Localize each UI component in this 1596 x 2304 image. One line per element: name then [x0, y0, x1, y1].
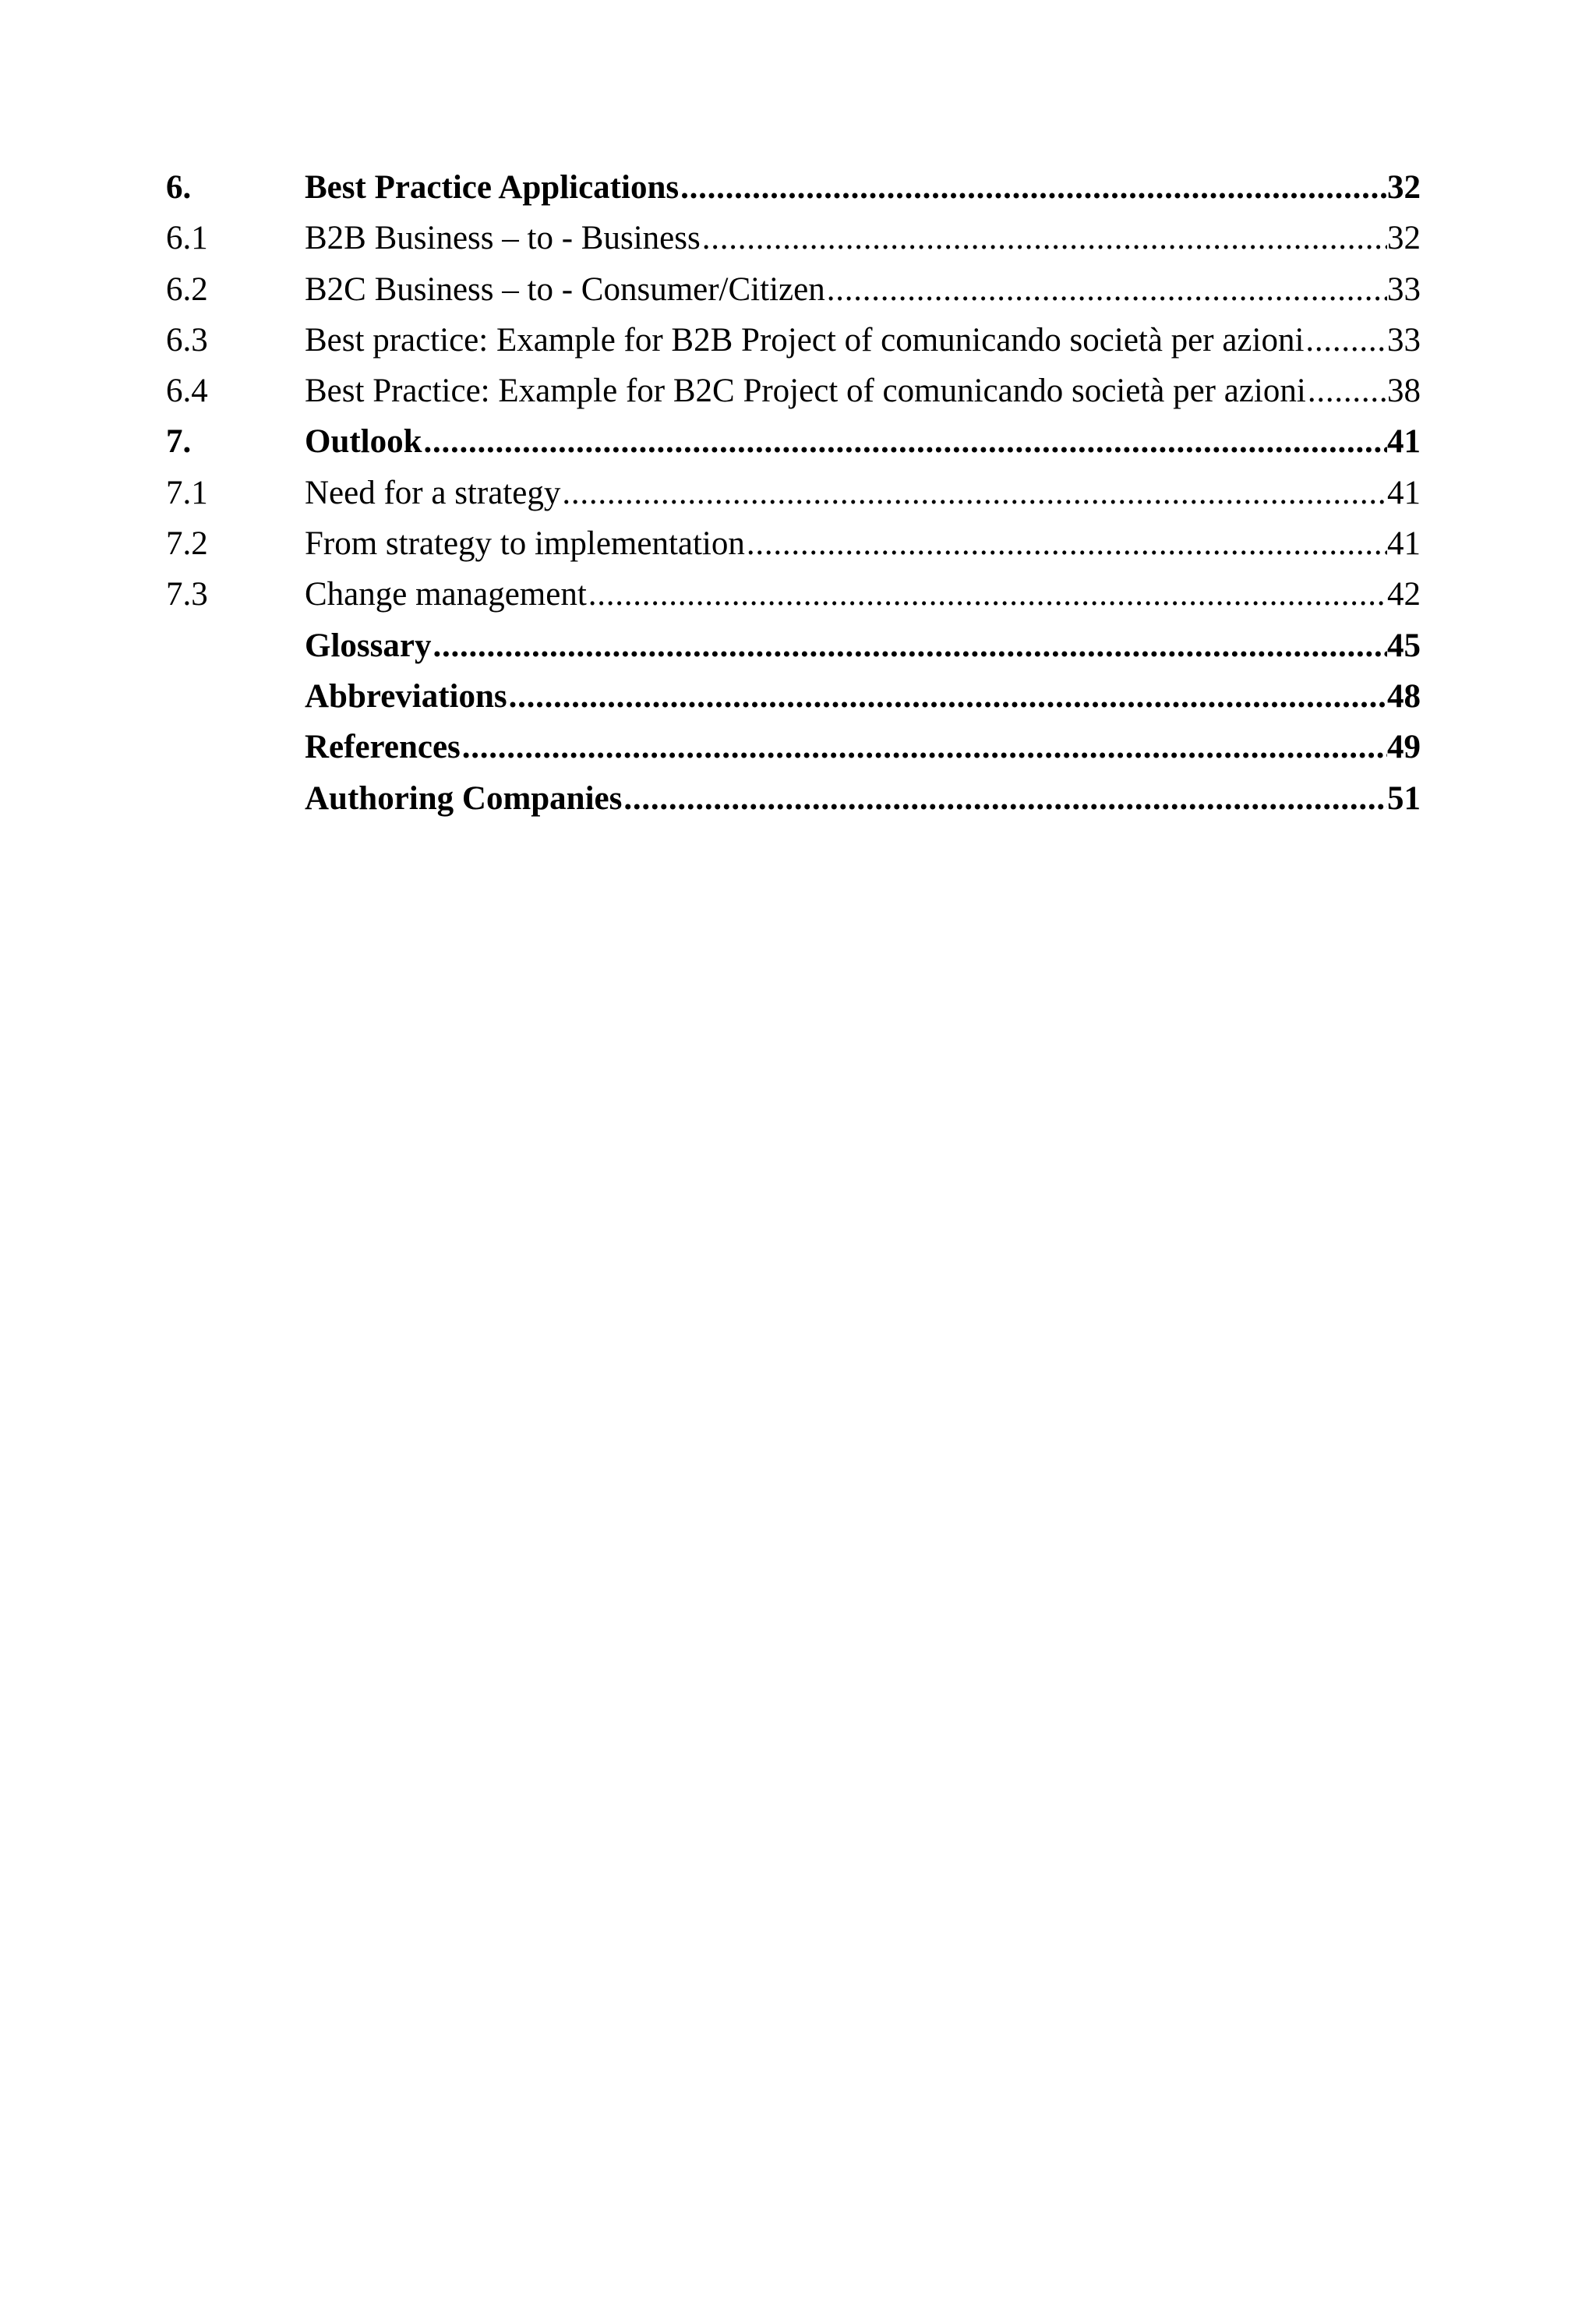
- toc-entry-page-number: 38: [1387, 373, 1421, 410]
- toc-dot-leader: [679, 168, 1387, 208]
- toc-entry-page-number: 33: [1387, 321, 1421, 359]
- toc-entry-line: [305, 727, 1421, 768]
- toc-entry-title: Glossary: [305, 627, 432, 664]
- toc-entry-title: Best Practice Applications: [305, 169, 680, 206]
- toc-entry-line: [305, 779, 1421, 819]
- toc-entry-line: [305, 524, 1421, 564]
- toc-entry-line: [305, 371, 1421, 412]
- toc-entry-page-number: 33: [1387, 270, 1421, 308]
- toc-entry[interactable]: [166, 574, 1421, 625]
- toc-entry-line: [305, 218, 1421, 259]
- toc-entry[interactable]: [166, 626, 1421, 677]
- toc-entry-title: Abbreviations: [305, 677, 507, 715]
- toc-entry-page-number: 49: [1387, 729, 1421, 766]
- toc-entry-line: [305, 320, 1421, 361]
- toc-entry-page-number: 32: [1387, 220, 1421, 257]
- toc-dot-leader: [507, 677, 1387, 717]
- toc-entry-title: B2C Business – to - Consumer/Citizen: [305, 270, 825, 308]
- toc-entry-title: Change management: [305, 576, 587, 613]
- toc-dot-leader: [431, 626, 1387, 666]
- toc-entry-title: Authoring Companies: [305, 779, 623, 817]
- toc-entry-number: 7.2: [166, 525, 208, 563]
- toc-entry-page-number: 32: [1387, 169, 1421, 206]
- toc-dot-leader: [461, 727, 1387, 768]
- toc-entry-title: Need for a strategy: [305, 474, 561, 511]
- toc-entry[interactable]: [166, 320, 1421, 371]
- toc-entry[interactable]: [166, 677, 1421, 727]
- toc-dot-leader: [701, 218, 1387, 259]
- toc-entry-number: 6.2: [166, 270, 208, 308]
- toc-entry-title: Best practice: Example for B2B Project of comunicando società per azioni: [305, 321, 1305, 359]
- toc-dot-leader: [1304, 320, 1387, 361]
- toc-entry-number: 6.3: [166, 321, 208, 359]
- toc-entry-line: [305, 677, 1421, 717]
- toc-dot-leader: [587, 574, 1387, 615]
- toc-entry-page-number: 48: [1387, 677, 1421, 715]
- toc-entry-page-number: 41: [1387, 474, 1421, 511]
- toc-entry-line: [305, 626, 1421, 666]
- toc-dot-leader: [622, 779, 1387, 819]
- toc-entry[interactable]: [166, 168, 1421, 218]
- toc-entry[interactable]: [166, 779, 1421, 829]
- toc-entry-title: B2B Business – to - Business: [305, 220, 701, 257]
- toc-dot-leader: [1306, 371, 1387, 412]
- toc-entry-title: Best Practice: Example for B2C Project of comunicando società per azioni: [305, 373, 1306, 410]
- toc-entry-title: References: [305, 729, 461, 766]
- toc-dot-leader: [745, 524, 1387, 564]
- toc-dot-leader: [560, 473, 1387, 514]
- toc-entry-number: 7.1: [166, 474, 208, 511]
- toc-entry-page-number: 41: [1387, 525, 1421, 563]
- toc-entry[interactable]: [166, 371, 1421, 422]
- toc-entry-line: [305, 168, 1421, 208]
- toc-entry-title: Outlook: [305, 423, 422, 461]
- toc-entry-line: [305, 422, 1421, 462]
- toc-entry[interactable]: [166, 727, 1421, 778]
- toc-entry-line: [305, 270, 1421, 310]
- toc-entry-title: From strategy to implementation: [305, 525, 745, 563]
- toc-entry[interactable]: [166, 270, 1421, 320]
- toc-entry-number: 6.: [166, 169, 192, 206]
- toc-entry-line: [305, 473, 1421, 514]
- toc-entry-number: 6.1: [166, 220, 208, 257]
- toc-entry-page-number: 42: [1387, 576, 1421, 613]
- toc-entry-page-number: 41: [1387, 423, 1421, 461]
- toc-entry-number: 7.3: [166, 576, 208, 613]
- toc-dot-leader: [422, 422, 1387, 462]
- table-of-contents: [166, 168, 1421, 829]
- toc-entry[interactable]: [166, 524, 1421, 574]
- toc-entry[interactable]: [166, 422, 1421, 472]
- toc-entry-number: 7.: [166, 423, 192, 461]
- toc-entry-line: [305, 574, 1421, 615]
- toc-dot-leader: [825, 270, 1387, 310]
- toc-entry-number: 6.4: [166, 373, 208, 410]
- toc-entry-page-number: 51: [1387, 779, 1421, 817]
- toc-entry[interactable]: [166, 218, 1421, 269]
- toc-entry-page-number: 45: [1387, 627, 1421, 664]
- toc-entry[interactable]: [166, 473, 1421, 524]
